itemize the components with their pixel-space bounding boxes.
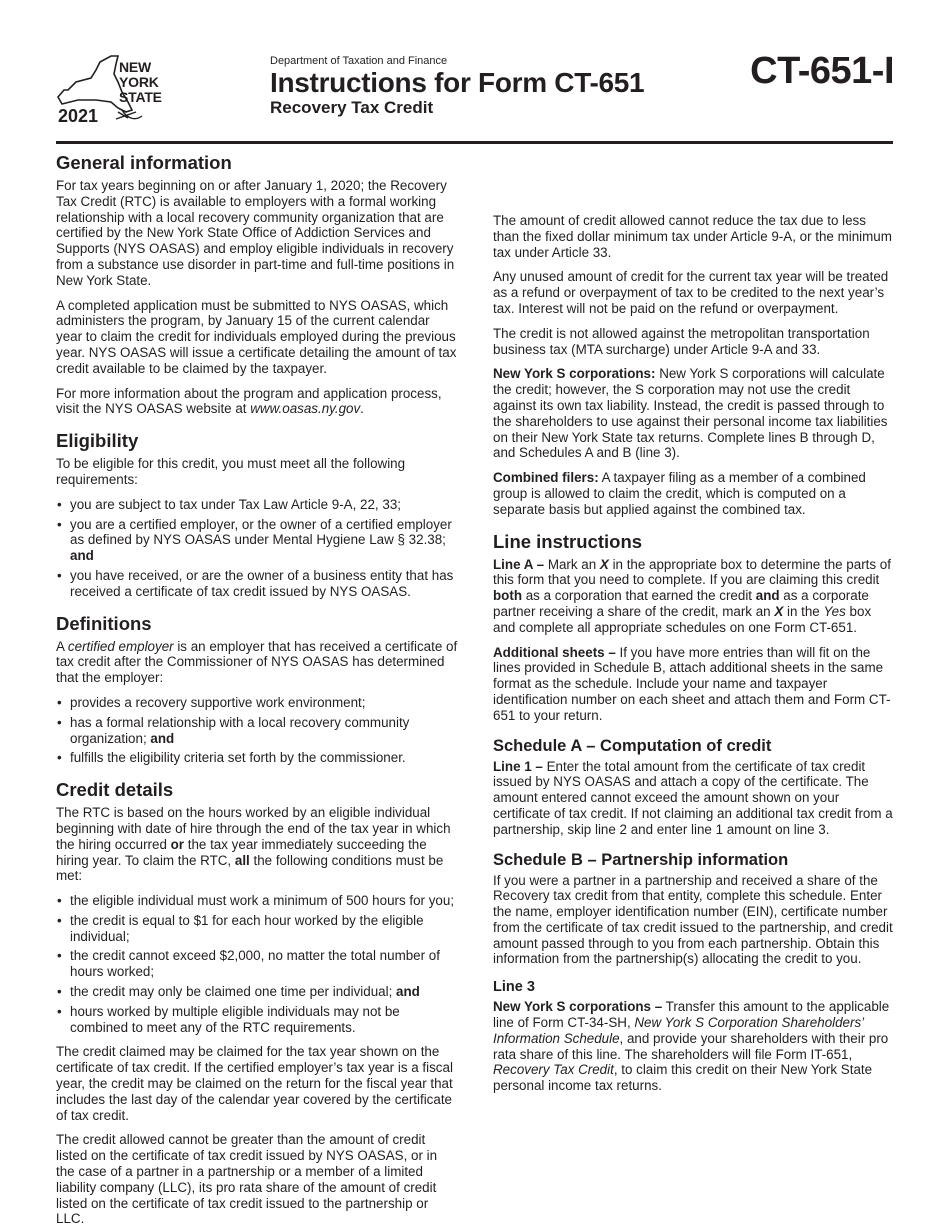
line-3-text: Transfer this amount to the applicable line of Form CT-34-SH,	[493, 999, 890, 1031]
form-it-651-title: Recovery Tax Credit	[493, 1062, 614, 1078]
combined-text: A taxpayer filing as a member of a combined group is allowed to claim the credit, which is computed on a separate basis but applied against the combined tax.	[493, 470, 866, 517]
additional-sheets-label: Additional sheets –	[493, 644, 616, 660]
additional-sheets-text: If you have more entries than will fit on the lines provided in Schedule B, attach additional sheets in the same format as the schedule. Include your name and taxpayer identification number on each sheet and attach them and Form CT-651 to your return.	[493, 644, 891, 723]
list-item: • hours worked by multiple eligible individuals may not be combined to meet any of the RTC requirements.	[56, 1004, 459, 1036]
list-item-text: the credit may only be claimed one time per individual;	[70, 984, 393, 1000]
credit-intro	[56, 805, 459, 884]
left-column	[56, 152, 459, 1227]
s-corp-text: New York S corporations will calculate the credit; however, the S corporation may not use the credit against its own tax liability. Instead, the credit is passed through to the shareholders to use against their personal income tax liabilities on their New York State tax returns. Complete lines B through D, and Schedules A and B (line 3).	[493, 366, 888, 461]
department-name: Department of Taxation and Finance	[270, 55, 448, 67]
definitions-intro-rest: is an employer that has received a certificate of tax credit after the Commissioner of NYS OASAS has determined that the employer:	[56, 638, 458, 686]
line-a-x: X	[599, 556, 609, 572]
schedule-a-section	[493, 736, 895, 838]
list-item: • you have received, or are the owner of a business entity that has received a certificate of tax credit issued by NYS OASAS.	[56, 568, 459, 600]
combined-label: Combined filers:	[493, 470, 599, 486]
line-instructions-section	[493, 531, 895, 724]
credit-details-section	[56, 779, 459, 1227]
line-a-text: Mark an	[544, 556, 600, 572]
line-a-paragraph	[493, 557, 895, 636]
eligibility-heading: Eligibility	[56, 430, 139, 452]
schedule-a-heading: Schedule A – Computation of credit	[493, 736, 772, 755]
line-3-text: , and provide your shareholders with their pro rata share of this line. The shareholders will file Form IT-651,	[493, 1030, 889, 1062]
schedule-b-heading: Schedule B – Partnership information	[493, 850, 789, 869]
general-p3-text: For more information about the program and application process, visit the NYS OASAS website at	[56, 385, 442, 417]
line-3-text: , to claim this credit on their New York State personal income tax returns.	[493, 1062, 873, 1094]
oasas-website-link[interactable]: www.oasas.ny.gov	[250, 401, 361, 417]
nys-logo	[56, 52, 176, 127]
schedule-a-line-1	[493, 759, 895, 838]
general-information-section	[56, 152, 459, 417]
line-3-heading: Line 3	[493, 979, 535, 996]
general-heading: General information	[56, 152, 232, 173]
form-number: CT-651-I	[750, 50, 894, 92]
list-item: • fulfills the eligibility criteria set forth by the commissioner.	[56, 750, 459, 766]
general-p3-end: .	[360, 401, 364, 417]
additional-sheets-paragraph	[493, 645, 895, 724]
credit-intro-or: or	[170, 836, 185, 852]
list-item-and: and	[396, 984, 420, 1000]
line-a-text: in the	[783, 603, 824, 619]
right-column	[493, 150, 895, 1103]
general-paragraph-2: A completed application must be submitted to NYS OASAS, which administers the program, by January 15 of the current calendar year to claim the credit for individuals employed during the previous year. NYS OASAS will issue a certificate detailing the amount of tax credit available to be claimed by the taxpayer.	[56, 297, 457, 376]
list-item: • the credit is equal to $1 for each hour worked by the eligible individual;	[56, 913, 459, 945]
credit-intro-2: the tax year immediately succeeding the hiring year. To claim the RTC,	[56, 836, 427, 868]
page-header	[0, 0, 950, 145]
logo-year: 2021	[58, 106, 99, 126]
credit-intro-1: The RTC is based on the hours worked by an eligible individual beginning with date of hire through the end of the tax year in which the hiring occurred	[56, 805, 451, 852]
credit-conditions-list	[56, 893, 459, 1035]
eligibility-section	[56, 430, 459, 599]
page-title: Instructions for Form CT-651	[270, 67, 645, 98]
line-3-paragraph	[493, 999, 895, 1094]
general-paragraph-3	[56, 386, 459, 418]
line-a-label: Line A –	[493, 556, 545, 572]
list-item-text: has a formal relationship with a local recovery community organization;	[70, 714, 410, 746]
definitions-list	[56, 695, 459, 766]
combined-filers-paragraph	[493, 470, 895, 517]
credit-paragraph-5: Any unused amount of credit for the current tax year will be treated as a refund or overpayment of tax to be credited to the next year’s tax. Interest will not be paid on the refund or overpayment.	[493, 269, 889, 316]
line-3-section	[493, 979, 895, 1094]
credit-heading: Credit details	[56, 779, 174, 801]
line-a-x: X	[774, 603, 784, 619]
credit-paragraph-3: The credit allowed cannot be greater than the amount of credit listed on the certificate of tax credit issued by NYS OASAS, or in the case of a partner in a partnership or a member of a limited liability company (LLC), its pro rata share of the amount of credit listed on the certificate of tax credit issued to the partnership or LLC.	[56, 1132, 438, 1227]
credit-continued	[493, 213, 895, 518]
form-ct-34-sh-title: New York S Corporation Shareholders’ Information Schedule	[493, 1015, 864, 1046]
s-corporations-paragraph	[493, 366, 895, 461]
schedule-b-section	[493, 850, 895, 968]
list-item	[56, 517, 459, 564]
eligibility-intro: To be eligible for this credit, you must meet all the following requirements:	[56, 456, 406, 487]
line-3-label: New York S corporations –	[493, 999, 663, 1015]
list-item-text: you are a certified employer, or the owner of a certified employer as defined by NYS OASAS under Mental Hygiene Law § 32.38;	[70, 516, 452, 548]
credit-intro-all: all	[234, 852, 250, 868]
schedule-b-text: If you were a partner in a partnership and received a share of the Recovery tax credit from that entity, complete this schedule. Enter the name, employer identification number (EIN), certificate number from the certificate of tax credit issued to the partnership, and credit amount passed through to you from each partnership. Obtain this information from the partnership(s) allocating the credit to you.	[493, 872, 893, 967]
line-a-text: in the appropriate box to determine the parts of this form that you need to complete. If you are claiming this credit	[493, 556, 891, 588]
header-divider	[56, 141, 893, 144]
definitions-term: certified employer	[67, 638, 174, 654]
definitions-heading: Definitions	[56, 612, 152, 634]
definitions-intro	[56, 639, 459, 686]
logo-text: NEW YORK STATE	[119, 59, 162, 105]
line-a-both: both	[493, 588, 522, 604]
line-a-yes: Yes	[823, 603, 846, 619]
general-paragraph-1: For tax years beginning on or after January 1, 2020; the Recovery Tax Credit (RTC) is available to employers with a formal working relationship with a local recovery community organization that are certified by the New York State Office of Addiction Services and Supports (NYS OASAS) and employ eligible individuals in recovery from a substance use disorder in part-time and full-time positions in New York State.	[56, 178, 455, 288]
credit-paragraph-6: The credit is not allowed against the metropolitan transportation business tax (MTA surcharge) under Article 9-A and 33.	[493, 325, 870, 357]
line-a-text: as a corporate partner receiving a share of the credit, mark an	[493, 588, 869, 619]
list-item: • the credit cannot exceed $2,000, no matter the total number of hours worked;	[56, 948, 459, 980]
list-item: • you are subject to tax under Tax Law Article 9-A, 22, 33;	[56, 497, 459, 513]
list-item: • the eligible individual must work a minimum of 500 hours for you;	[56, 893, 459, 909]
list-item	[56, 715, 459, 747]
list-item-and: and	[70, 548, 94, 564]
s-corp-label: New York S corporations:	[493, 366, 656, 382]
line-instructions-heading: Line instructions	[493, 530, 643, 552]
line-a-text: as a corporation that earned the credit	[522, 588, 756, 604]
credit-intro-3: the following conditions must be met:	[56, 852, 444, 884]
list-item	[56, 984, 459, 1000]
line-a-and: and	[755, 588, 780, 604]
line-a-text: box and complete all appropriate schedules on one Form CT-651.	[493, 603, 872, 635]
page-subtitle: Recovery Tax Credit	[270, 98, 434, 117]
credit-paragraph-2: The credit claimed may be claimed for the tax year shown on the certificate of tax credit. If the certified employer’s tax year is a fiscal year, the credit may be claimed on the return for the fiscal year that includes the last day of the calendar year covered by the certificate of tax credit.	[56, 1044, 453, 1123]
definitions-section	[56, 613, 459, 767]
line-1-text: Enter the total amount from the certificate of tax credit issued by NYS OASAS and attach a copy of the certificate. The amount entered cannot exceed the amount shown on your certificate of tax credit. If not claiming an additional tax credit from a partnership, skip line 2 and enter line 1 amount on line 3.	[493, 758, 893, 837]
list-item-and: and	[150, 730, 175, 746]
list-item: • provides a recovery supportive work environment;	[56, 695, 459, 711]
eligibility-list	[56, 497, 459, 600]
credit-paragraph-4: The amount of credit allowed cannot reduce the tax due to less than the fixed dollar minimum tax under Article 9-A, or the minimum tax under Article 33.	[493, 213, 892, 260]
definitions-intro-a: A	[56, 638, 68, 654]
line-1-label: Line 1 –	[493, 758, 543, 774]
